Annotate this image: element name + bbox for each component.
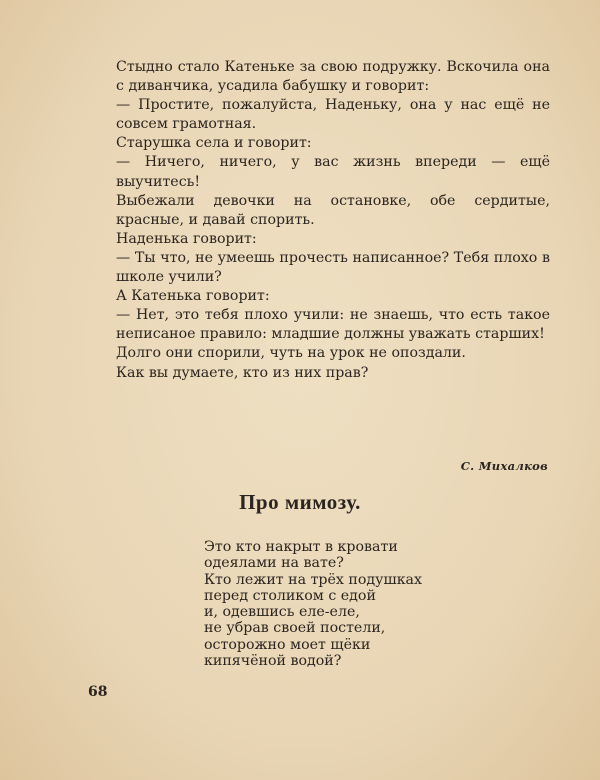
poem-line: одеялами на вате? [204, 555, 344, 572]
story-paragraph: Наденька говорит: [116, 230, 257, 247]
story-paragraph: Стыдно стало Катеньке за свою подружку. Вскочила она с диванчика, усадила бабушку и говорит: [116, 59, 550, 95]
poem-line: кипячёной водой? [204, 653, 342, 670]
story-paragraph: Как вы думаете, кто из них прав? [116, 364, 369, 381]
poem-line: перед столиком с едой [204, 587, 376, 604]
story-text [116, 58, 550, 383]
story-paragraph: — Ты что, не умеешь прочесть написанное? Тебя плохо в школе учили? [116, 249, 550, 286]
poem-line: осторожно моет щёки [204, 636, 371, 653]
story-paragraph: Долго они спорили, чуть на урок не опоздали. [116, 345, 466, 362]
poem-stanza [204, 539, 422, 669]
poem-title: Про мимозу. [239, 490, 361, 514]
story-paragraph: А Катенька говорит: [116, 288, 270, 305]
story-paragraph: Выбежали девочки на остановке, обе сердитые, красные, и давай спорить. [116, 192, 550, 228]
story-paragraph: Старушка села и говорит: [116, 135, 312, 152]
story-author: С. Михалков [460, 459, 548, 473]
poem-line: Кто лежит на трёх подушках [204, 571, 423, 588]
poem-line: не убрав своей постели, [204, 620, 386, 637]
page-number: 68 [88, 684, 108, 700]
story-paragraph: — Нет, это тебя плохо учили: не знаешь, что есть такое неписаное правило: младшие должны уважать старших! [116, 307, 550, 343]
poem-line: Это кто накрыт в кровати [204, 539, 398, 555]
story-paragraph: — Простите, пожалуйста, Наденьку, она у нас ещё не совсем грамотная. [116, 97, 550, 133]
story-paragraph: — Ничего, ничего, у вас жизнь впереди — ещё выучитесь! [116, 154, 550, 190]
poem-line: и, одевшись еле-еле, [204, 604, 360, 621]
